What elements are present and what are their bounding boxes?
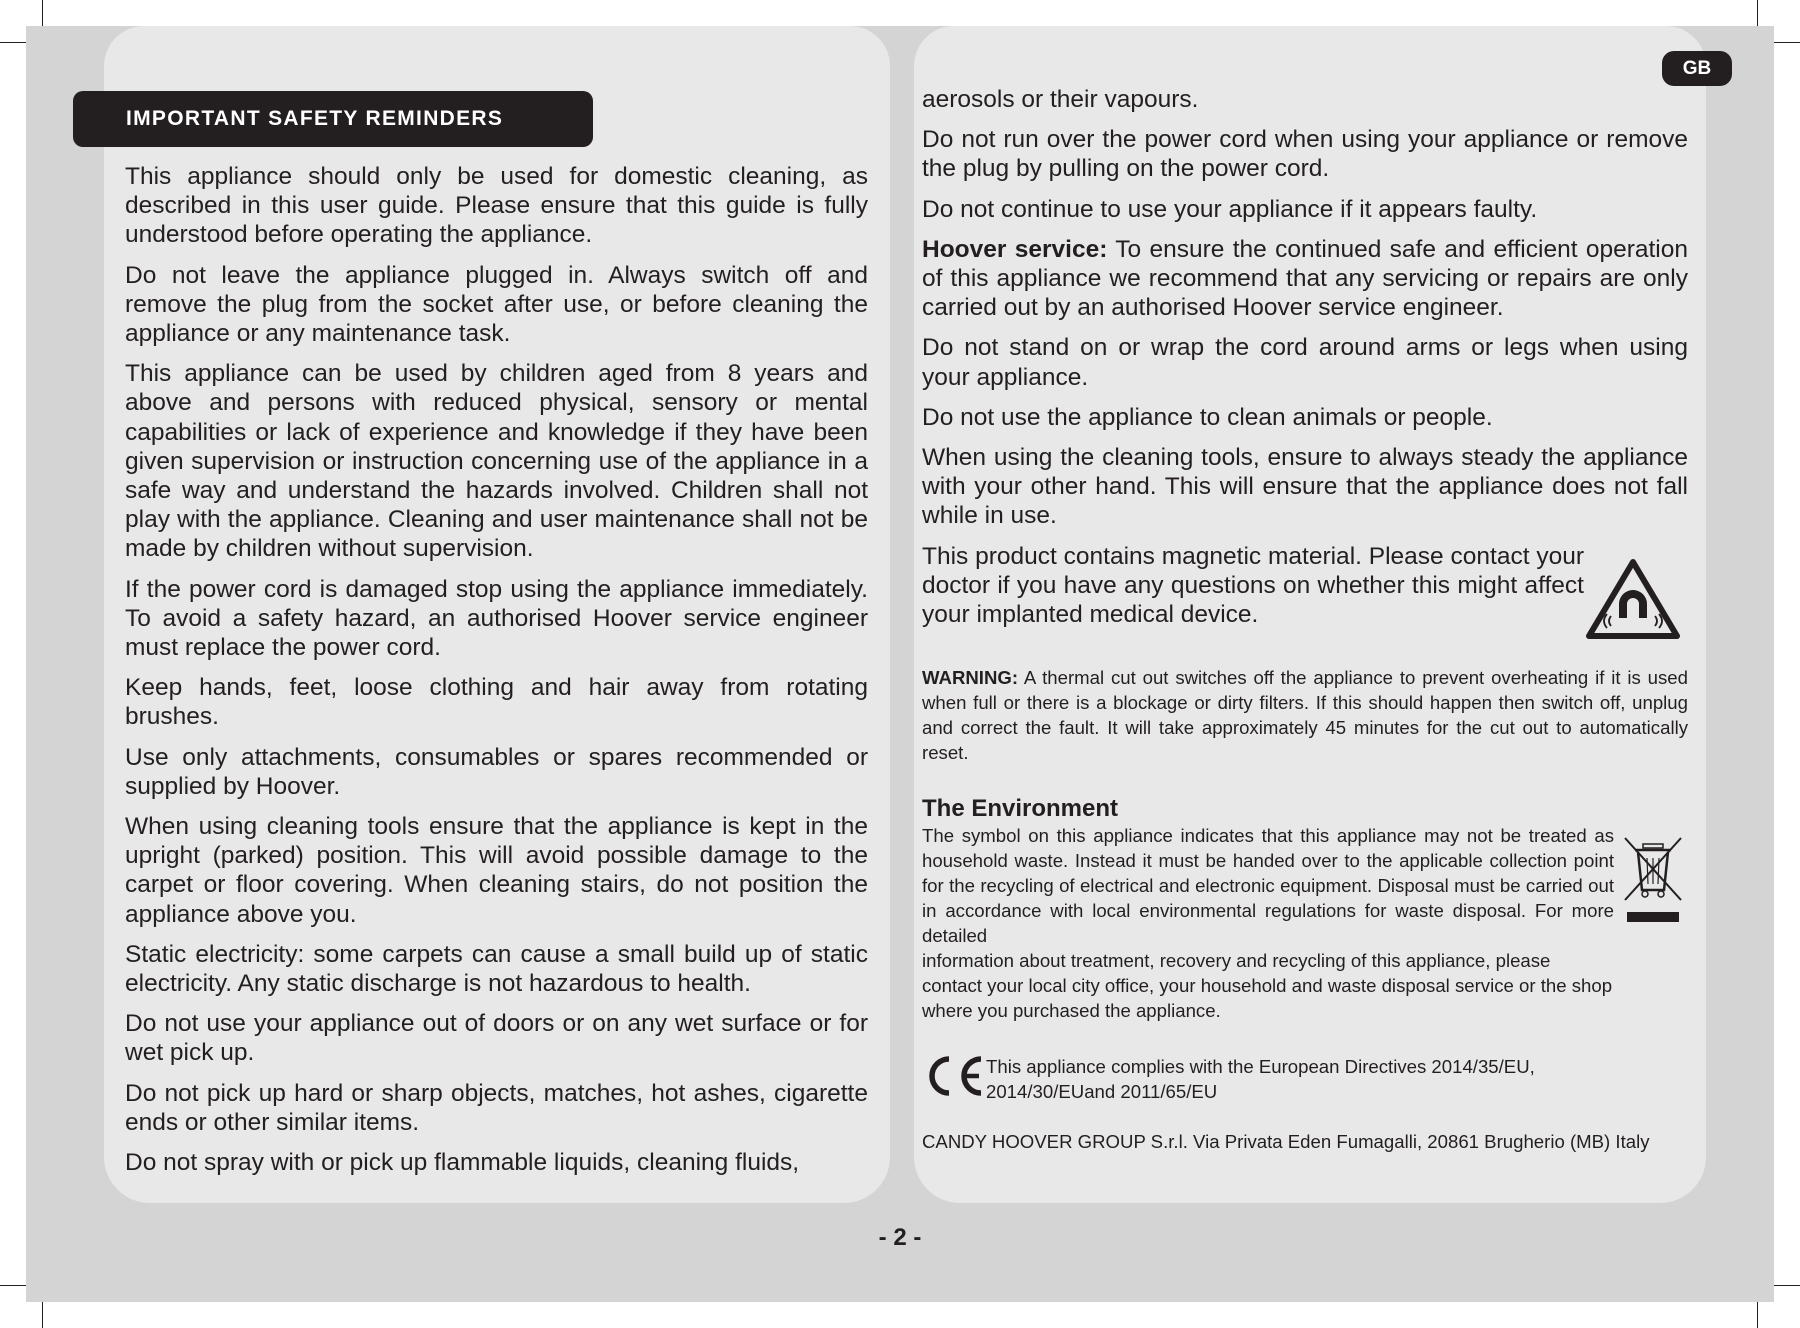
paragraph: Do not leave the appliance plugged in. Always switch off and remove the plug from the socket after use, or before cleaning the appliance or any maintenance task.: [125, 261, 868, 348]
crop-mark: [42, 0, 43, 26]
thermal-warning: [922, 665, 1688, 765]
paragraph: This appliance can be used by children aged from 8 years and above and persons with reduced physical, sensory or mental capabilities or lack of experience and knowledge if they have been given supervision or instruction concerning use of the appliance in a safe way and understand the hazards involved. Children shall not play with the appliance. Cleaning and user maintenance shall not be made by children without supervision.: [125, 360, 868, 563]
paragraph: When using cleaning tools ensure that the appliance is kept in the upright (parked) position. This will avoid possible damage to the carpet or floor covering. When cleaning stairs, do not position the appliance above you.: [125, 813, 868, 928]
environment-text: information about treatment, recovery and recycling of this appliance, please: [922, 950, 1551, 972]
cord-warning: Do not run over the power cord when using your appliance or remove the plug by pulling on the power cord.: [922, 126, 1688, 183]
environment-text: The symbol on this appliance indicates that this appliance may not be treated as household waste. Instead it must be handed over to the applicable collection point for the recycling of electrical and electronic equipment. Disposal must be carried out in accordance with local environmental regulations for waste disposal. For more detailed: [922, 825, 1614, 947]
service-paragraph: [922, 235, 1688, 323]
right-column: [922, 85, 1688, 1023]
crop-mark: [1757, 1302, 1758, 1328]
page-number: - 2 -: [878, 1224, 922, 1251]
crop-mark: [0, 1285, 26, 1286]
language-badge: GB: [1662, 51, 1732, 86]
service-label: Hoover service:: [922, 235, 1108, 263]
environment-text: contact your local city office, your household and waste disposal service or the shop where you purchased the appliance.: [922, 975, 1613, 1022]
crop-mark: [0, 42, 26, 43]
crossed-out-bin-icon: [1621, 834, 1685, 931]
paragraph: Keep hands, feet, loose clothing and hair away from rotating brushes.: [125, 674, 868, 731]
service-text: To ensure the continued safe and efficient operation of this appliance we recommend that any servicing or repairs are only carried out by an authorised Hoover service engineer.: [922, 235, 1688, 322]
left-column: [125, 162, 868, 1188]
faulty-warning: Do not continue to use your appliance if it appears faulty.: [922, 195, 1538, 223]
paragraph: If the power cord is damaged stop using the appliance immediately. To avoid a safety hazard, an authorised Hoover service engineer must replace the power cord.: [125, 575, 868, 662]
thermal-label: WARNING:: [922, 667, 1019, 689]
crop-mark: [1774, 1285, 1800, 1286]
paragraph: Static electricity: some carpets can cause a small build up of static electricity. Any static discharge is not hazardous to health.: [125, 940, 868, 998]
magnetic-warning: This product contains magnetic material. Please contact your doctor if you have any questions on whether this might affect your implanted medical device.: [922, 542, 1584, 629]
tools-warning: When using the cleaning tools, ensure to always steady the appliance with your other hand. This will ensure that the appliance does not fall while in use.: [922, 444, 1688, 530]
animals-warning: Do not use the appliance to clean animals or people.: [922, 403, 1493, 431]
crop-mark: [1757, 0, 1758, 26]
ce-mark-icon: [923, 1053, 985, 1104]
paragraph: Do not pick up hard or sharp objects, matches, hot ashes, cigarette ends or other similar items.: [125, 1079, 868, 1136]
crop-mark: [42, 1302, 43, 1328]
paragraph: Do not use your appliance out of doors or on any wet surface or for wet pick up.: [125, 1010, 868, 1067]
stand-warning: Do not stand on or wrap the cord around arms or legs when using your appliance.: [922, 334, 1688, 391]
thermal-text: A thermal cut out switches off the appliance to prevent overheating if it is used when full or there is a blockage or dirty filters. If this should happen then switch off, unplug and correct the fault. It will take approximately 45 minutes for the cut out to automatically reset.: [922, 667, 1688, 764]
crop-mark: [1774, 42, 1800, 43]
environment-title: The Environment: [922, 795, 1119, 823]
continuation-text: aerosols or their vapours.: [922, 86, 1199, 113]
paragraph: Do not spray with or pick up flammable liquids, cleaning fluids,: [125, 1149, 800, 1177]
ce-compliance-text: This appliance complies with the European Directives 2014/35/EU, 2014/30/EUand 2011/65/EU: [986, 1056, 1535, 1102]
section-title: IMPORTANT SAFETY REMINDERS: [73, 91, 593, 147]
magnet-warning-icon: [1585, 558, 1681, 645]
paragraph: This appliance should only be used for domestic cleaning, as described in this user guide. Please ensure that this guide is fully understood before operating the appliance.: [125, 163, 868, 249]
manufacturer-address: CANDY HOOVER GROUP S.r.l. Via Privata Eden Fumagalli, 20861 Brugherio (MB) Italy: [922, 1131, 1650, 1152]
paragraph: Use only attachments, consumables or spares recommended or supplied by Hoover.: [125, 743, 868, 800]
